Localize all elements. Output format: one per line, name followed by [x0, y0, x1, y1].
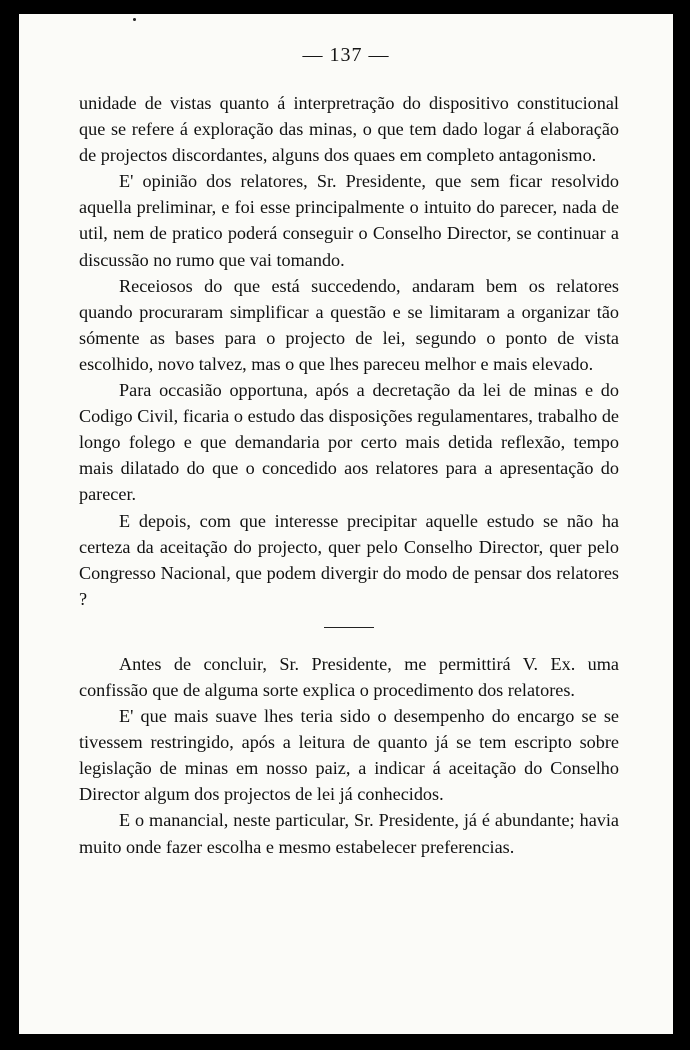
book-page: [19, 14, 673, 1034]
paragraph: Receiosos do que está succedendo, andaram bem os relatores quando procuraram simplificar a questão e se limitaram a organizar tão sómente as bases para o projecto de lei, segundo o ponto de vista escolhido, novo talvez, mas o que lhes pareceu melhor e mais elevado.: [79, 275, 619, 374]
page-number: — 137 —: [302, 44, 390, 66]
paragraph: E depois, com que interesse precipitar aquelle estudo se não ha certeza da aceitação do projecto, quer pelo Conselho Director, quer pelo Congresso Nacional, que podem divergir do modo de pensar dos relatores ?: [79, 510, 619, 609]
section-divider: [324, 627, 374, 628]
paragraph: E o manancial, neste particular, Sr. Presidente, já é abundante; havia muito onde fazer escolha e mesmo estabelecer preferencias.: [79, 810, 619, 857]
paragraph: Para occasião opportuna, após a decretação da lei de minas e do Codigo Civil, ficaria o estudo das disposições regulamentares, trabalho de longo folego e que demandaria por certo mais detida reflexão, tempo mais dilatado do que o concedido aos relatores para a apresentação do parecer.: [79, 380, 619, 505]
paragraph: E' opinião dos relatores, Sr. Presidente, que sem ficar resolvido aquella preliminar, e foi esse principalmente o intuito do parecer, nada de util, nem de pratico poderá conseguir o Conselho Director, se continuar a discussão no rumo que vai tomando.: [79, 171, 619, 270]
paragraph: unidade de vistas quanto á interpretração do dispositivo constitucional que se refere á exploração das minas, o que tem dado logar á elaboração de projectos discordantes, alguns dos quaes em completo antagonismo.: [79, 93, 619, 166]
body-text: [79, 90, 619, 860]
paragraph: E' que mais suave lhes teria sido o desempenho do encargo se se tivessem restringido, após a leitura de quanto já se tem escripto sobre legislação de minas em nosso paiz, a indicar á aceitação do Conselho Director algum dos projectos de lei já conhecidos.: [79, 706, 619, 805]
paragraph: Antes de concluir, Sr. Presidente, me permittirá V. Ex. uma confissão que de alguma sorte explica o procedimento dos relatores.: [79, 653, 619, 700]
ink-speck: [133, 18, 136, 21]
